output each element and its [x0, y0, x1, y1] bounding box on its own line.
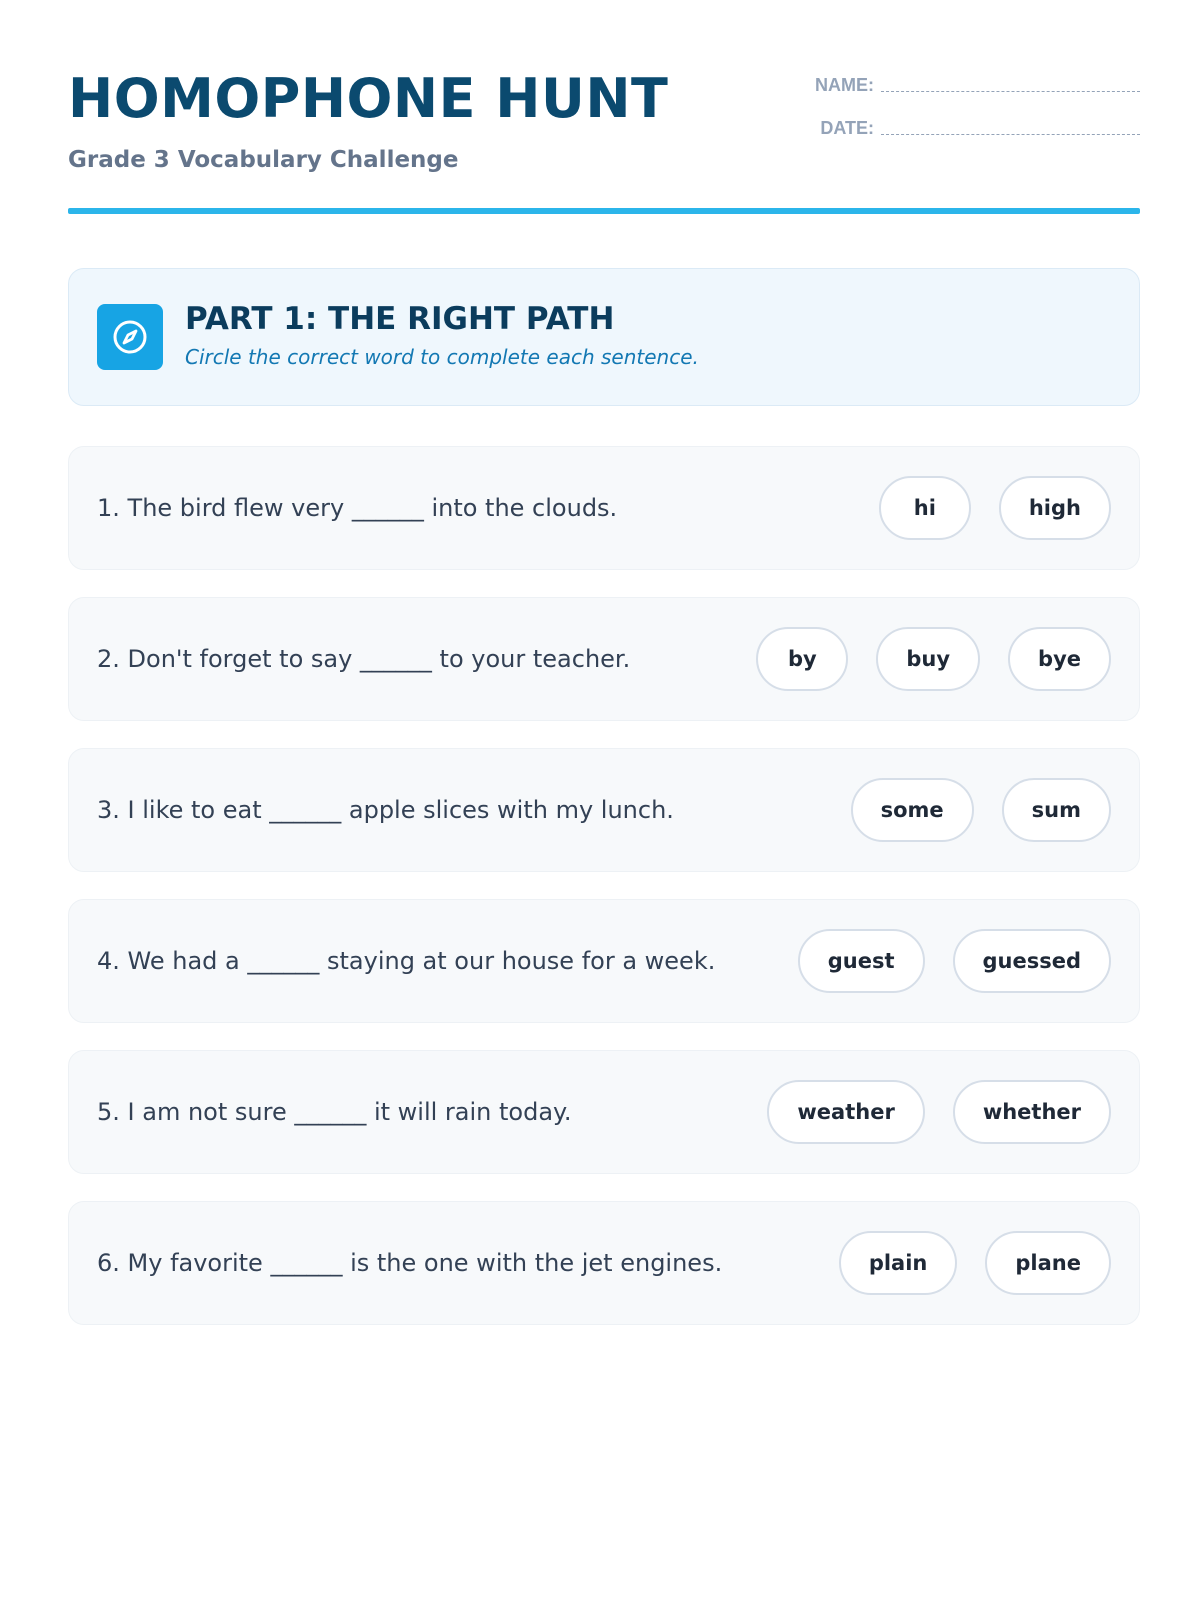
- question-card: [68, 597, 1140, 721]
- answer-choices: [839, 1231, 1111, 1295]
- question-card: [68, 1050, 1140, 1174]
- question-card: [68, 1201, 1140, 1325]
- date-line[interactable]: [881, 134, 1140, 135]
- header-divider: [68, 208, 1140, 214]
- choice-bye[interactable]: bye: [1008, 627, 1111, 691]
- choice-guessed[interactable]: guessed: [953, 929, 1112, 993]
- choice-hi[interactable]: hi: [879, 476, 971, 540]
- question-card: [68, 748, 1140, 872]
- choice-sum[interactable]: sum: [1002, 778, 1111, 842]
- choice-high[interactable]: high: [999, 476, 1111, 540]
- worksheet-subtitle: Grade 3 Vocabulary Challenge: [68, 147, 459, 173]
- part-instructions: Circle the correct word to complete each sentence.: [185, 345, 699, 369]
- choice-weather[interactable]: weather: [767, 1080, 924, 1144]
- answer-choices: [756, 627, 1111, 691]
- choice-buy[interactable]: buy: [876, 627, 980, 691]
- question-card: [68, 446, 1140, 570]
- answer-choices: [798, 929, 1111, 993]
- worksheet-header: [68, 0, 1140, 214]
- answer-choices: [767, 1080, 1111, 1144]
- question-text: 6. My favorite ______ is the one with the jet engines.: [97, 1249, 723, 1277]
- question-text: 1. The bird flew very ______ into the clouds.: [97, 494, 618, 522]
- question-list: [68, 446, 1140, 1352]
- name-row: [808, 70, 1140, 96]
- worksheet-page: [68, 0, 1140, 1600]
- worksheet-title: HOMOPHONE HUNT: [68, 67, 669, 130]
- question-card: [68, 899, 1140, 1023]
- choice-whether[interactable]: whether: [953, 1080, 1111, 1144]
- date-label: DATE:: [820, 118, 874, 138]
- part-title: PART 1: THE RIGHT PATH: [185, 301, 615, 337]
- choice-some[interactable]: some: [851, 778, 974, 842]
- part-1-instructions: [68, 268, 1140, 406]
- answer-choices: [851, 778, 1111, 842]
- date-row: [808, 113, 1140, 139]
- question-text: 4. We had a ______ staying at our house for a week.: [97, 947, 716, 975]
- choice-by[interactable]: by: [756, 627, 848, 691]
- answer-choices: [879, 476, 1111, 540]
- name-line[interactable]: [881, 91, 1140, 92]
- choice-plane[interactable]: plane: [985, 1231, 1111, 1295]
- choice-plain[interactable]: plain: [839, 1231, 958, 1295]
- compass-icon: [97, 304, 163, 370]
- question-text: 2. Don't forget to say ______ to your teacher.: [97, 645, 631, 673]
- question-text: 3. I like to eat ______ apple slices with my lunch.: [97, 796, 674, 824]
- choice-guest[interactable]: guest: [798, 929, 925, 993]
- name-label: NAME:: [815, 75, 874, 95]
- student-info: [808, 70, 1140, 156]
- question-text: 5. I am not sure ______ it will rain today.: [97, 1098, 572, 1126]
